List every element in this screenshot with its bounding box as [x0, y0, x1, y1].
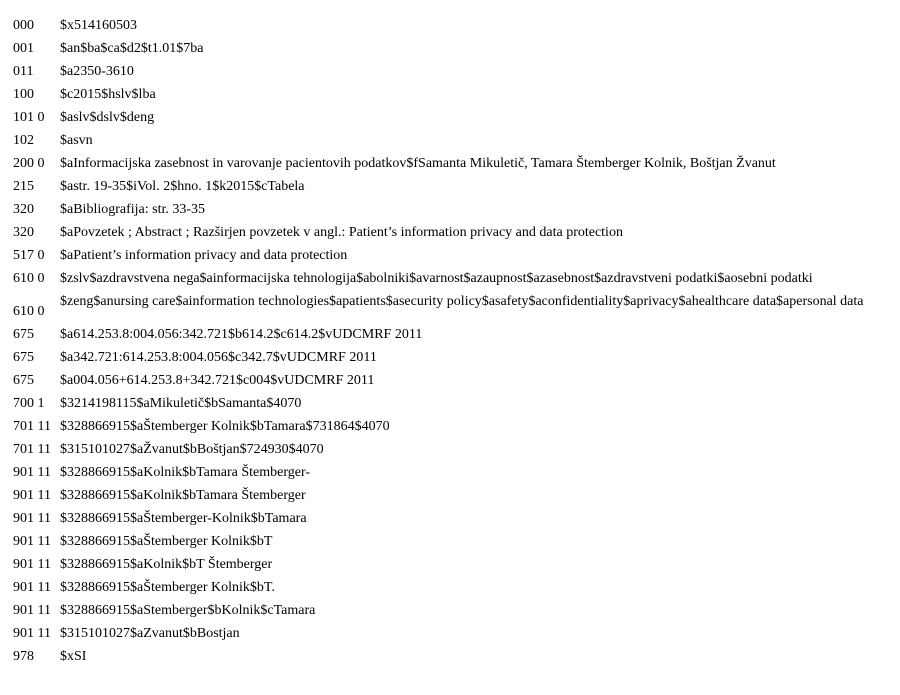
field-value: $315101027$aŽvanut$bBoštjan$724930$4070 — [60, 442, 324, 457]
field-value: $c2015$hslv$lba — [60, 87, 156, 102]
field-tag: 901 11 — [13, 511, 51, 526]
field-row — [13, 348, 893, 367]
field-tag: 675 — [13, 373, 34, 388]
field-value: $a342.721:614.253.8:004.056$c342.7$vUDCMRF 2011 — [60, 350, 377, 365]
field-value: $zslv$azdravstvena nega$ainformacijska tehnologija$abolniki$avarnost$azaupnost$azasebnost$azdravstveni podatki$aosebni podatki — [60, 271, 813, 286]
field-row — [13, 108, 893, 127]
field-tag: 000 — [13, 18, 34, 33]
field-value: $328866915$aŠtemberger-Kolnik$bTamara — [60, 511, 307, 526]
field-value: $315101027$aZvanut$bBostjan — [60, 626, 240, 641]
field-value: $aPatient’s information privacy and data protection — [60, 248, 348, 263]
field-value: $x514160503 — [60, 18, 137, 33]
field-value: $3214198115$aMikuletič$bSamanta$4070 — [60, 396, 302, 411]
field-tag: 901 11 — [13, 465, 51, 480]
field-row — [13, 555, 893, 574]
field-tag: 102 — [13, 133, 34, 148]
field-value: $a614.253.8:004.056:342.721$b614.2$c614.2$vUDCMRF 2011 — [60, 327, 423, 342]
field-tag: 901 11 — [13, 603, 51, 618]
field-tag: 675 — [13, 327, 34, 342]
field-row — [13, 509, 893, 528]
field-tag: 200 0 — [13, 156, 45, 171]
field-row — [13, 200, 893, 219]
field-tag: 901 11 — [13, 557, 51, 572]
field-row — [13, 16, 893, 35]
field-tag: 100 — [13, 87, 34, 102]
field-value: $aPovzetek ; Abstract ; Razširjen povzetek v angl.: Patient’s information privacy and data protection — [60, 225, 623, 240]
field-value: $aslv$dslv$deng — [60, 110, 155, 125]
field-tag: 901 11 — [13, 626, 51, 641]
field-row — [13, 269, 893, 288]
field-value: $asvn — [60, 133, 93, 148]
field-row — [13, 325, 893, 344]
field-row — [13, 39, 893, 58]
field-row — [13, 624, 893, 643]
field-row — [13, 578, 893, 597]
field-row — [13, 486, 893, 505]
field-row — [13, 131, 893, 150]
field-value: $328866915$aŠtemberger Kolnik$bT — [60, 534, 273, 549]
field-tag: 675 — [13, 350, 34, 365]
field-value: $328866915$aŠtemberger Kolnik$bT. — [60, 580, 275, 595]
field-tag: 901 11 — [13, 580, 51, 595]
field-row — [13, 647, 893, 666]
field-tag: 011 — [13, 64, 34, 79]
field-value: $328866915$aStemberger$bKolnik$cTamara — [60, 603, 316, 618]
field-value: $a2350-3610 — [60, 64, 134, 79]
field-tag: 901 11 — [13, 488, 51, 503]
field-tag: 320 — [13, 202, 34, 217]
field-row — [13, 154, 893, 173]
field-row — [13, 371, 893, 390]
field-row — [13, 394, 893, 413]
field-tag: 610 0 — [13, 271, 45, 286]
field-value: $aBibliografija: str. 33-35 — [60, 202, 206, 217]
field-row — [13, 62, 893, 81]
field-value: $328866915$aKolnik$bTamara Štemberger — [60, 488, 306, 503]
field-row — [13, 223, 893, 242]
field-value: $an$ba$ca$d2$t1.01$7ba — [60, 41, 204, 56]
field-tag: 101 0 — [13, 110, 45, 125]
field-row — [13, 532, 893, 551]
field-value: $328866915$aKolnik$bTamara Štemberger- — [60, 465, 311, 480]
field-value: $aInformacijska zasebnost in varovanje pacientovih podatkov$fSamanta Mikuletič, Tamara Štemberger Kolnik, Boštjan Žvanut — [60, 156, 776, 171]
field-value: $zeng$anursing care$ainformation technologies$apatients$asecurity policy$asafety$aconfidentiality$aprivacy$ahealthcare data$apersonal data — [60, 294, 864, 309]
field-row — [13, 463, 893, 482]
field-row — [13, 85, 893, 104]
field-tag: 517 0 — [13, 248, 45, 263]
field-tag: 701 11 — [13, 419, 51, 434]
field-row — [13, 177, 893, 196]
field-value: $astr. 19-35$iVol. 2$hno. 1$k2015$cTabela — [60, 179, 305, 194]
field-tag: 610 0 — [13, 304, 45, 319]
field-row — [13, 246, 893, 265]
field-tag: 978 — [13, 649, 34, 664]
field-row — [13, 292, 893, 321]
field-value: $xSI — [60, 649, 87, 664]
field-tag: 215 — [13, 179, 34, 194]
field-tag: 320 — [13, 225, 34, 240]
marc-record — [13, 16, 893, 670]
field-tag: 701 11 — [13, 442, 51, 457]
field-value: $328866915$aKolnik$bT Štemberger — [60, 557, 273, 572]
field-tag: 001 — [13, 41, 34, 56]
field-row — [13, 417, 893, 436]
field-tag: 700 1 — [13, 396, 45, 411]
field-tag: 901 11 — [13, 534, 51, 549]
field-row — [13, 601, 893, 620]
field-value: $328866915$aŠtemberger Kolnik$bTamara$731864$4070 — [60, 419, 390, 434]
field-value: $a004.056+614.253.8+342.721$c004$vUDCMRF 2011 — [60, 373, 375, 388]
field-row — [13, 440, 893, 459]
